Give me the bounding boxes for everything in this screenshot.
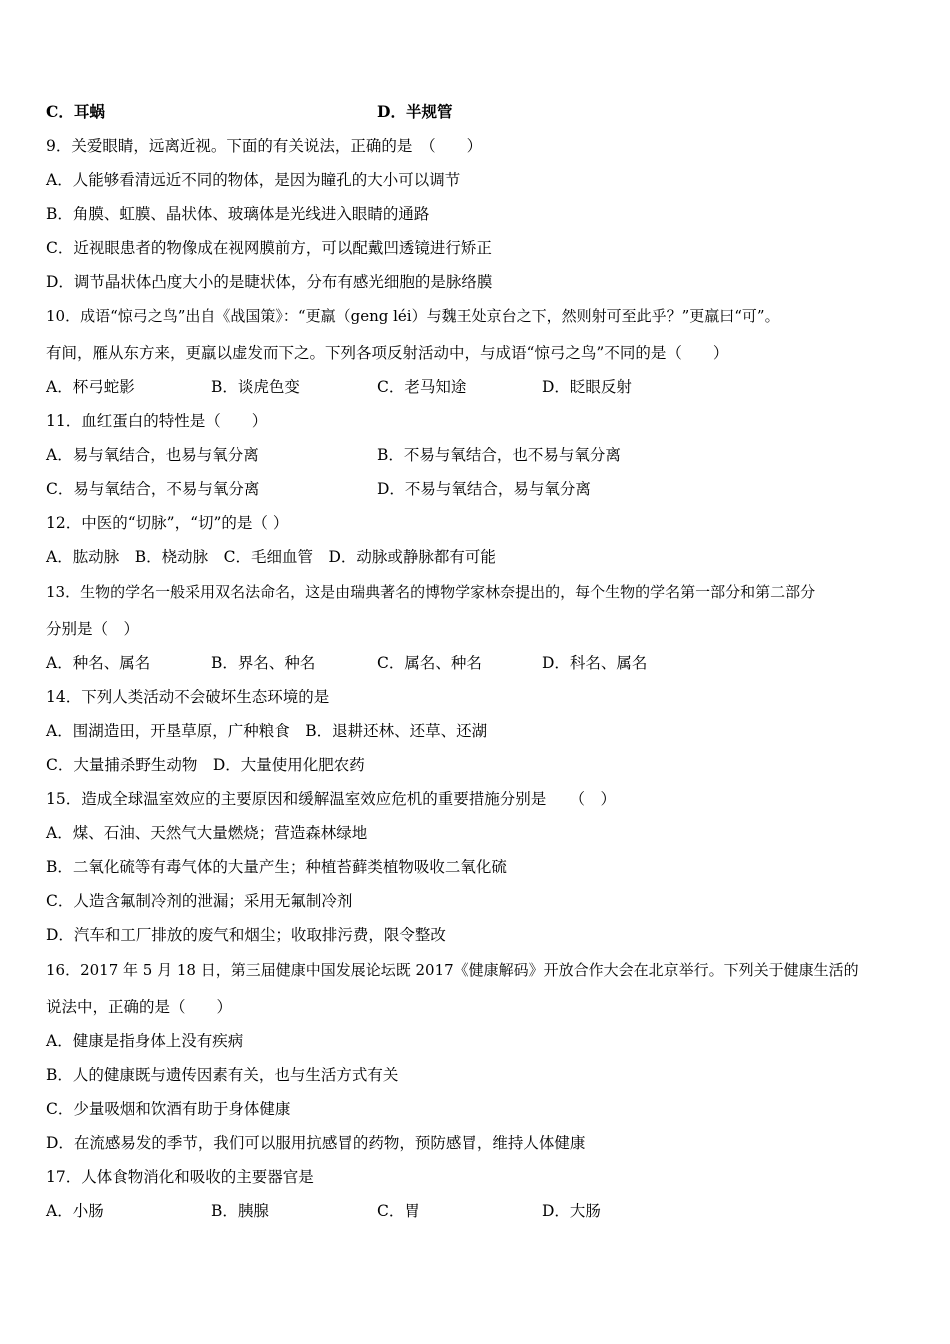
q11-option-d: D．不易与氧结合，易与氧分离 bbox=[377, 480, 591, 498]
q13-option-b: B．界名、种名 bbox=[211, 654, 316, 672]
q11-stem: 11．血红蛋白的特性是（ ） bbox=[46, 412, 268, 430]
q10-stem-line2: 有间，雁从东方来，更羸以虚发而下之。下列各项反射活动中，与成语“惊弓之鸟”不同的是（ ） bbox=[46, 344, 729, 362]
q10-option-b: B．谈虎色变 bbox=[211, 378, 300, 396]
q13-option-d: D．科名、属名 bbox=[542, 654, 648, 672]
q16-option-d: D．在流感易发的季节，我们可以服用抗感冒的药物，预防感冒，维持人体健康 bbox=[46, 1134, 586, 1152]
q11-option-c: C．易与氧结合，不易与氧分离 bbox=[46, 480, 260, 498]
q17-stem: 17．人体食物消化和吸收的主要器官是 bbox=[46, 1168, 314, 1186]
q9-option-c: C．近视眼患者的物像成在视网膜前方，可以配戴凹透镜进行矫正 bbox=[46, 239, 492, 257]
q9-option-a: A．人能够看清远近不同的物体，是因为瞳孔的大小可以调节 bbox=[46, 171, 461, 189]
q10-option-c: C．老马知途 bbox=[377, 378, 467, 396]
q10-option-d: D．眨眼反射 bbox=[542, 378, 632, 396]
q17-option-d: D．大肠 bbox=[542, 1202, 601, 1220]
q16-stem-line1: 16．2017 年 5 月 18 日，第三届健康中国发展论坛既 2017《健康解码》开放合作大会在北京举行。下列关于健康生活的 bbox=[46, 961, 859, 979]
q12-options: A．肱动脉 B．桡动脉 C．毛细血管 D．动脉或静脉都有可能 bbox=[46, 548, 496, 566]
q9-option-b: B．角膜、虹膜、晶状体、玻璃体是光线进入眼睛的通路 bbox=[46, 205, 430, 223]
q11-option-a: A．易与氧结合，也易与氧分离 bbox=[46, 446, 259, 464]
q16-option-b: B．人的健康既与遗传因素有关，也与生活方式有关 bbox=[46, 1066, 399, 1084]
q16-option-c: C．少量吸烟和饮酒有助于身体健康 bbox=[46, 1100, 291, 1118]
q16-option-a: A．健康是指身体上没有疾病 bbox=[46, 1032, 244, 1050]
q13-stem-line1: 13．生物的学名一般采用双名法命名，这是由瑞典著名的博物学家林奈提出的，每个生物的学名第一部分和第二部分 bbox=[46, 583, 816, 601]
q11-option-b: B．不易与氧结合，也不易与氧分离 bbox=[377, 446, 621, 464]
q8-option-d: D．半规管 bbox=[377, 102, 453, 121]
q12-stem: 12．中医的“切脉”，“切”的是（ ） bbox=[46, 514, 289, 532]
q13-option-c: C．属名、种名 bbox=[377, 654, 482, 672]
q8-option-c: C．耳蜗 bbox=[46, 102, 105, 121]
q15-option-a: A．煤、石油、天然气大量燃烧；营造森林绿地 bbox=[46, 824, 368, 842]
q17-option-b: B．胰腺 bbox=[211, 1202, 269, 1220]
q9-stem: 9．关爱眼睛，远离近视。下面的有关说法，正确的是 （ ） bbox=[46, 137, 483, 155]
q13-stem-line2: 分别是（ ） bbox=[46, 620, 140, 638]
q17-option-a: A．小肠 bbox=[46, 1202, 104, 1220]
q15-stem: 15．造成全球温室效应的主要原因和缓解温室效应危机的重要措施分别是 （ ） bbox=[46, 790, 616, 808]
q15-option-c: C．人造含氟制冷剂的泄漏；采用无氟制冷剂 bbox=[46, 892, 353, 910]
q14-options-cd: C．大量捕杀野生动物 D．大量使用化肥农药 bbox=[46, 756, 365, 774]
q15-option-d: D．汽车和工厂排放的废气和烟尘；收取排污费，限令整改 bbox=[46, 926, 446, 944]
q17-option-c: C．胃 bbox=[377, 1202, 420, 1220]
q14-options-ab: A．围湖造田，开垦草原，广种粮食 B．退耕还林、还草、还湖 bbox=[46, 722, 488, 740]
q10-option-a: A．杯弓蛇影 bbox=[46, 378, 135, 396]
q9-option-d: D．调节晶状体凸度大小的是睫状体，分布有感光细胞的是脉络膜 bbox=[46, 273, 493, 291]
q16-stem-line2: 说法中，正确的是（ ） bbox=[46, 998, 233, 1016]
q13-option-a: A．种名、属名 bbox=[46, 654, 151, 672]
q14-stem: 14．下列人类活动不会破坏生态环境的是 bbox=[46, 688, 330, 706]
q10-stem-line1: 10．成语“惊弓之鸟”出自《战国策》：“更羸（geng léi）与魏王处京台之下，然则射可至此乎？”更羸曰“可”。 bbox=[46, 307, 780, 325]
q15-option-b: B．二氧化硫等有毒气体的大量产生；种植苔藓类植物吸收二氧化硫 bbox=[46, 858, 507, 876]
